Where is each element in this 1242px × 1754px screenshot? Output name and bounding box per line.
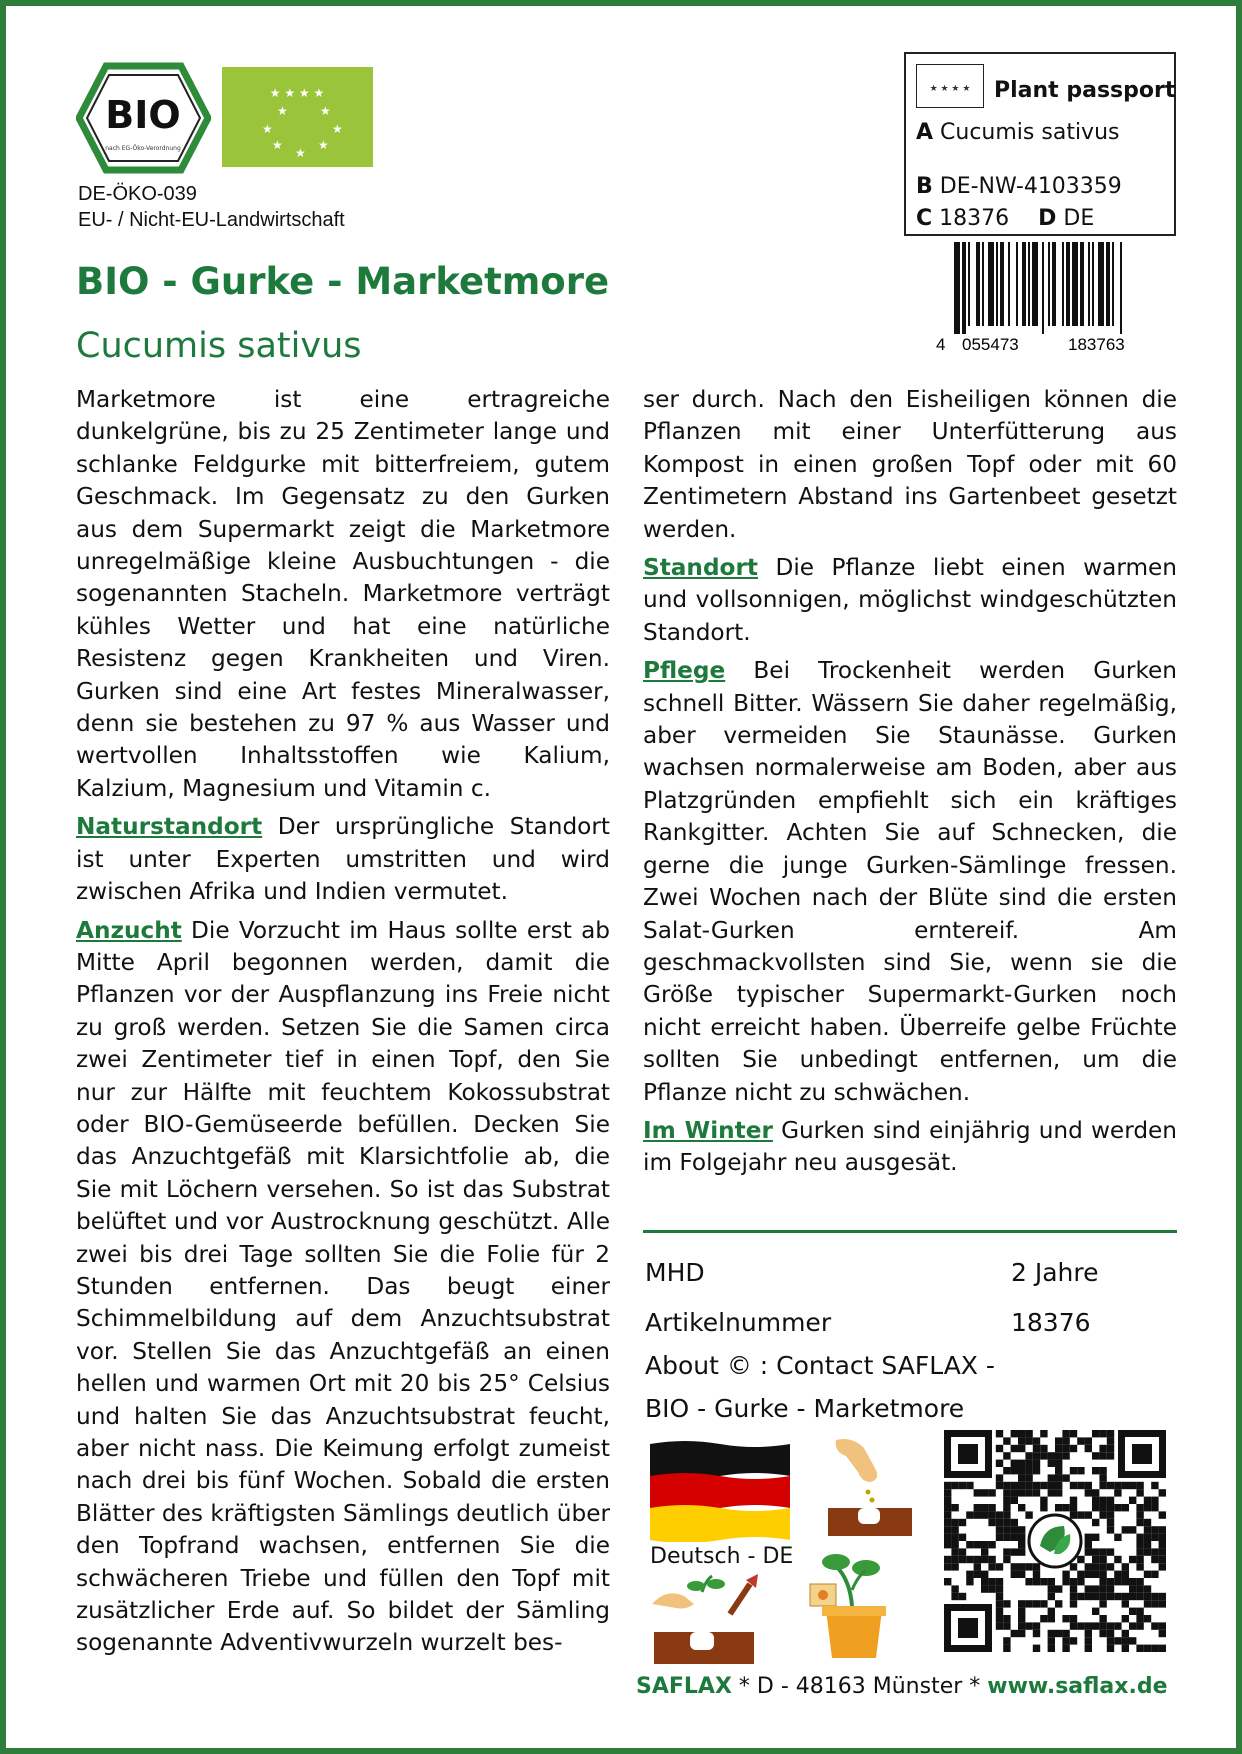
svg-text:4: 4 [936,335,946,352]
eu-organic-logo [222,67,373,167]
mhd-label: MHD [645,1258,705,1287]
naturstandort-heading: Naturstandort [76,813,263,841]
article-number-label: Artikelnummer [645,1308,832,1337]
passport-row-a: A Cucumis sativus [916,120,1120,145]
svg-text:★: ★ [272,138,283,152]
anzucht-heading: Anzucht [76,916,182,944]
barcode [934,242,1178,352]
footer-brand: SAFLAX [636,1674,732,1699]
winter-heading: Im Winter [643,1116,773,1144]
svg-text:★ ★ ★ ★: ★ ★ ★ ★ [929,84,971,94]
naturstandort-section: Naturstandort Der ursprüngliche Standort ist unter Experten umstritten und wird zwischen Afrika und Indien vermutet. [76,813,610,906]
intro-paragraph: Marketmore ist eine ertragreiche dunkelgrüne, bis zu 25 Zentimeter lange und schlanke Feldgurke mit bitterfreiem, gutem Geschmack. Im Gegensatz zu den Gurken aus dem Supermarkt zeigt die Marketmore unregelmäßige kleine Ausbuchtungen - die sogenannten Stacheln. Marketmore verträgt kühles Wetter und hat eine natürliche Resistenz gegen Krankheiten und Viren. Gurken sind eine Art festes Mineralwasser, denn sie bestehen zu 97 % aus Wasser und wertvollen Inhaltsstoffen wie Kalium, Kalzium, Magnesium und Vitamin c. [76,386,610,802]
eu-flag-icon [916,64,984,108]
product-latin-name: Cucumis sativus [76,326,362,366]
article-number-value: 18376 [1011,1308,1091,1337]
description-left-column [76,384,610,1666]
about-line-2: BIO - Gurke - Marketmore [645,1394,965,1423]
bio-seal-text: BIO [105,93,181,137]
organic-certification [78,181,345,233]
certification-origin: EU- / Nicht-EU-Landwirtschaft [78,209,345,231]
pflege-heading: Pflege [643,657,726,685]
footer-address: * D - 48163 Münster * [731,1674,988,1699]
about-line-1: About © : Contact SAFLAX - [645,1351,995,1380]
certification-code: DE-ÖKO-039 [78,183,197,205]
footer [636,1674,1168,1699]
standort-section: Standort Die Pflanze liebt einen warmen und vollsonnigen, möglichst windgeschützten Standort. [643,554,1177,646]
svg-text:★: ★ [320,104,331,118]
anzucht-section: Anzucht Die Vorzucht im Haus sollte erst ab Mitte April begonnen werden, damit die Pflanzen vor der Auspflanzung ins Freie nicht zu groß werden. Setzen Sie die Samen circa zwei Zentimeter tief in einen Topf, den Sie nur zur Hälfte mit feuchtem Kokossubstrat oder BIO-Gemüseerde befüllen. Decken Sie das Anzuchtgefäß mit Klarsichtfolie ab, die Sie mit Löchern versehen. So ist das Substrat belüftet und vor Austrocknung geschützt. Alle zwei bis drei Tage sollten Sie die Folie für 2 Stunden entfernen. Das beugt einer Schimmelbildung auf dem Anzuchtsubstrat vor. Stellen Sie das Anzuchtgefäß an einen hellen und warmen Ort mit 20 bis 25° Celsius und halten Sie das Anzuchtsubstrat feucht, aber nicht nass. Die Keimung erfolgt zumeist nach drei bis fünf Wochen. Sobald die ersten Blätter des kräftigsten Sämlings deutlich über den Topfrand wachsen, entfernen Sie die schwächeren Triebe und füllen den Topf mit zusätzlicher Erde auf. So bildet der Sämling sogenannte Adventivwurzeln wurzelt bes- [76,916,610,1657]
qr-code[interactable] [944,1430,1166,1652]
potted-plant-icon [806,1550,900,1660]
mhd-value: 2 Jahre [1011,1258,1099,1287]
description-right-column [643,384,1177,1186]
svg-text:★: ★ [295,146,306,160]
bio-seal-logo [76,62,211,174]
sowing-hand-icon [824,1434,916,1538]
svg-text:★: ★ [277,104,288,118]
svg-text:★: ★ [318,138,329,152]
german-flag-icon [650,1438,790,1542]
svg-text:★ ★ ★ ★: ★ ★ ★ ★ [269,86,325,100]
svg-text:★: ★ [332,122,343,136]
passport-title: Plant passport [994,78,1176,103]
standort-heading: Standort [643,554,758,582]
divider [643,1230,1177,1233]
passport-row-b: B DE-NW-4103359 [916,174,1122,199]
footer-url[interactable]: www.saflax.de [987,1674,1168,1699]
product-title: BIO - Gurke - Marketmore [76,260,610,303]
svg-text:★: ★ [262,122,273,136]
bio-seal-small-text: nach EG-Öko-Verordnung [105,145,181,152]
anzucht-continued: ser durch. Nach den Eisheiligen können die Pflanzen mit einer Unterfütterung aus Kompost in einen großen Topf oder mit 60 Zentimetern Abstand ins Gartenbeet gesetzt werden. [643,386,1177,543]
passport-row-cd: C 18376 D DE [916,206,1095,231]
language-label: Deutsch - DE [650,1544,794,1569]
svg-text:183763: 183763 [1068,335,1125,352]
planting-seedling-icon [650,1574,760,1666]
svg-text:055473: 055473 [962,335,1019,352]
winter-section: Im Winter Gurken sind einjährig und werden im Folgejahr neu ausgesät. [643,1116,1178,1177]
pflege-section: Pflege Bei Trockenheit werden Gurken schnell Bitter. Wässern Sie daher regelmäßig, aber vermeiden Sie Staunässe. Gurken wachsen normalerweise am Boden, aber aus Platzgründen empfiehlt sich ein kräftiges Rankgitter. Achten Sie auf Schnecken, die gerne die junge Gurken-Sämlinge fressen. Zwei Wochen nach der Blüte sind die ersten Salat-Gurken erntereif. Am geschmackvollsten sind Sie, wenn sie die Größe typischer Supermarkt-Gurken noch nicht erreicht haben. Überreife gelbe Früchte sollten Sie unbedingt entfernen, um die Pflanze nicht zu schwächen. [643,657,1178,1106]
plant-passport [904,52,1176,236]
